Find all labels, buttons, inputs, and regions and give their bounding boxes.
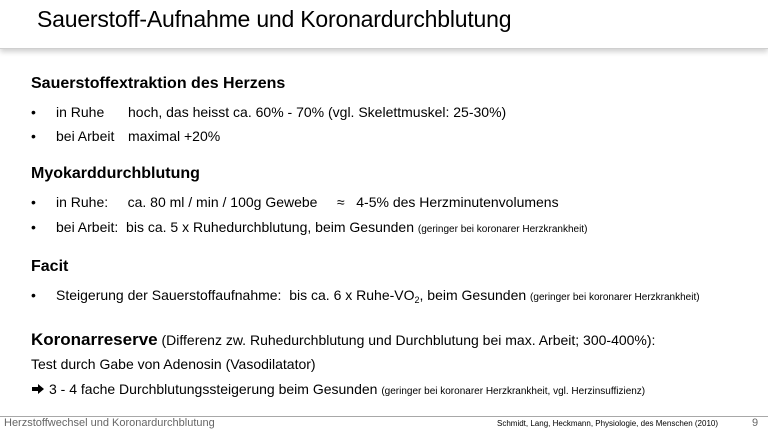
title-bar [0,0,768,49]
myocardial-work-note: (geringer bei koronarer Herzkrankheit) [417,224,588,235]
facit-text: Steigerung der Sauerstoffaufnahme: bis ca. 6 x Ruhe-VO [56,287,415,303]
bullet-marker: • [31,194,36,210]
myocardial-work-line [56,219,587,235]
footer-source: Schmidt, Lang, Heckmann, Physiologie, des Menschen (2010) [497,419,719,428]
bullet-marker: • [31,128,36,144]
myocardial-work-text: bei Arbeit: bis ca. 5 x Ruhedurchblutung, beim Gesunden [56,219,414,235]
extraction-rest-label: in Ruhe [56,104,105,120]
facit-line [56,287,700,305]
footer-title: Herzstoffwechsel und Koronardurchblutung [4,417,215,429]
reserve-result-line [31,381,645,397]
slide-title: Sauerstoff-Aufnahme und Koronardurchblutung [37,6,512,32]
facit-heading: Facit [31,258,69,275]
extraction-rest-text: hoch, das heisst ca. 60% - 70% (vgl. Skelettmuskel: 25-30%) [128,104,507,120]
reserve-test-line: Test durch Gabe von Adenosin (Vasodilatator) [31,356,316,372]
extraction-work-label: bei Arbeit [56,128,115,144]
reserve-heading-note: (Differenz zw. Ruhedurchblutung und Durchblutung bei max. Arbeit; 300-400%): [161,332,656,348]
facit-text-tail: , beim Gesunden [419,287,527,303]
reserve-line [31,330,655,350]
extraction-heading: Sauerstoffextraktion des Herzens [31,75,286,92]
facit-note: (geringer bei koronarer Herzkrankheit) [530,292,700,303]
myocardial-rest-text: in Ruhe: ca. 80 ml / min / 100g Gewebe ≈ 4-5% des Herzminutenvolumens [56,194,559,210]
facit-subscript: 2 [414,295,420,305]
reserve-heading: Koronarreserve [31,330,158,349]
myocardial-heading: Myokarddurchblutung [31,165,200,182]
right-arrow-icon [31,383,45,395]
page-number: 9 [752,417,759,429]
bullet-marker: • [31,104,36,120]
extraction-work-text: maximal +20% [128,128,221,144]
bullet-marker: • [31,287,36,303]
reserve-result-note: (geringer bei koronarer Herzkrankheit, vgl. Herzinsuffizienz) [381,386,646,397]
reserve-result-text: 3 - 4 fache Durchblutungssteigerung beim Gesunden [49,381,378,397]
bullet-marker: • [31,219,36,235]
